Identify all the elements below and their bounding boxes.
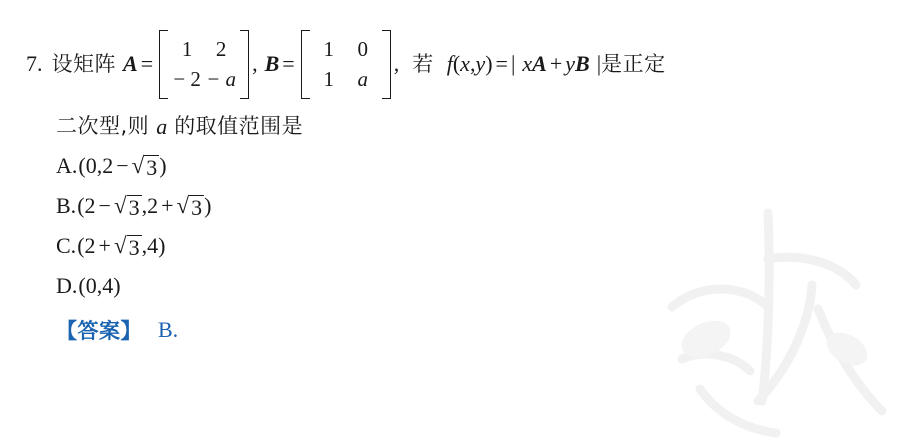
equals-sign-3: = [495,51,508,77]
option-d-value-2: 4 [102,273,114,299]
matrix-a-row-1 [170,34,238,64]
matrix-a-label: A [123,51,138,77]
option-c-paren-open: ( [77,233,85,259]
stem-text-pre: 设矩阵 [51,51,116,76]
answer-value: B. [158,317,179,343]
question-number: 7. [26,51,43,77]
paren-close: ) [485,51,493,77]
option-d-label: D. [56,273,78,299]
option-a-value-1: 0 [85,153,97,179]
stem-line2-pre: 二次型,则 [56,114,150,139]
option-c-sqrt [114,234,142,259]
option-b[interactable] [56,193,886,219]
option-c-radicand: 3 [128,234,140,260]
comma-2: , [393,51,400,77]
option-a-paren-open: ( [78,153,86,179]
option-b-paren-close: ) [204,193,212,219]
option-d-comma: , [96,273,103,299]
matrix-a [159,30,249,99]
expr-plus-sign: + [549,51,563,77]
matrix-a-cell-2-2: − a [206,67,237,92]
matrix-b-cell-1-2: 0 [357,37,368,61]
expr-matrix-a: A [532,51,547,77]
matrix-a-cell-2-1: − 2 [173,67,201,92]
variable-x: x [460,51,470,77]
option-a-operator: − [116,153,129,179]
determinant-bar-right: | [596,51,602,77]
option-a-label: A. [56,153,78,179]
matrix-a-cell-1-2: 2 [215,37,227,61]
comma-1: , [252,51,258,77]
question-stem-line-2 [56,115,886,139]
option-b-operator-2: + [161,193,174,219]
equals-sign-2: = [282,51,295,77]
option-c-operator: + [98,233,111,259]
option-d-value-1: 0 [85,273,97,299]
option-a-comma: , [96,153,103,179]
option-b-paren-open: ( [77,193,85,219]
option-b-radical-sign-1: √ [113,192,127,218]
matrix-a-row-2 [170,64,238,94]
matrix-a-rows [168,30,240,99]
answer-tag: 【答案】 [56,319,142,344]
matrix-a-bracket-left [159,30,168,99]
option-c-value-1: 2 [84,233,96,259]
matrix-b-row-1 [312,34,380,64]
matrix-b [301,30,391,99]
option-c-comma: , [141,233,148,259]
expr-coefficient-y: y [565,51,575,77]
matrix-b-bracket-left [301,30,310,99]
expr-coefficient-x: x [522,51,533,77]
matrix-a-bracket-right [240,30,249,99]
option-b-value-1: 2 [84,193,96,219]
option-a-value-2: 2 [102,153,114,179]
variable-comma: , [469,51,476,77]
stem-line2-post: 的取值范围是 [174,114,304,139]
question-stem-line-1 [26,30,886,99]
option-d[interactable] [56,273,886,299]
option-d-paren-close: ) [113,273,121,299]
option-a[interactable] [56,153,886,179]
option-a-radical-sign: √ [131,152,145,178]
stem-text-mid: 若 [412,51,434,76]
option-a-radicand: 3 [146,154,158,180]
option-c[interactable] [56,233,886,259]
option-b-comma: , [141,193,148,219]
expr-matrix-b: B [575,51,590,77]
option-c-value-2: 4 [147,233,159,259]
matrix-b-bracket-right [382,30,391,99]
matrix-b-row-2 [312,64,380,94]
option-b-radicand-1: 3 [128,194,140,220]
option-b-radical-sign-2: √ [176,192,190,218]
determinant-bar-left: | [510,51,516,77]
question-block [26,30,886,345]
option-b-label: B. [56,193,77,219]
matrix-b-cell-2-2: a [357,67,368,92]
option-b-sqrt-2 [176,194,204,219]
matrix-a-cell-1-1: 1 [181,37,193,61]
function-name: f [446,51,453,77]
variable-y: y [475,51,486,77]
equals-sign-1: = [140,51,154,77]
option-b-sqrt-1 [114,194,142,219]
option-b-value-2: 2 [147,193,159,219]
answer-row [56,315,886,345]
option-a-sqrt [132,154,160,179]
option-c-label: C. [56,233,77,259]
stem-line2-variable: a [156,113,168,139]
option-a-paren-close: ) [159,153,167,179]
matrix-b-rows [310,30,382,99]
option-b-operator-1: − [98,193,111,219]
matrix-b-cell-2-1: 1 [323,67,334,92]
matrix-b-label: B [264,51,280,77]
matrix-b-cell-1-1: 1 [323,37,334,61]
option-c-radical-sign: √ [113,232,127,258]
paren-open: ( [452,51,461,77]
option-c-paren-close: ) [158,233,166,259]
stem-text-tail: 是正定 [601,51,666,76]
option-d-paren-open: ( [78,273,86,299]
option-b-radicand-2: 3 [191,194,203,220]
